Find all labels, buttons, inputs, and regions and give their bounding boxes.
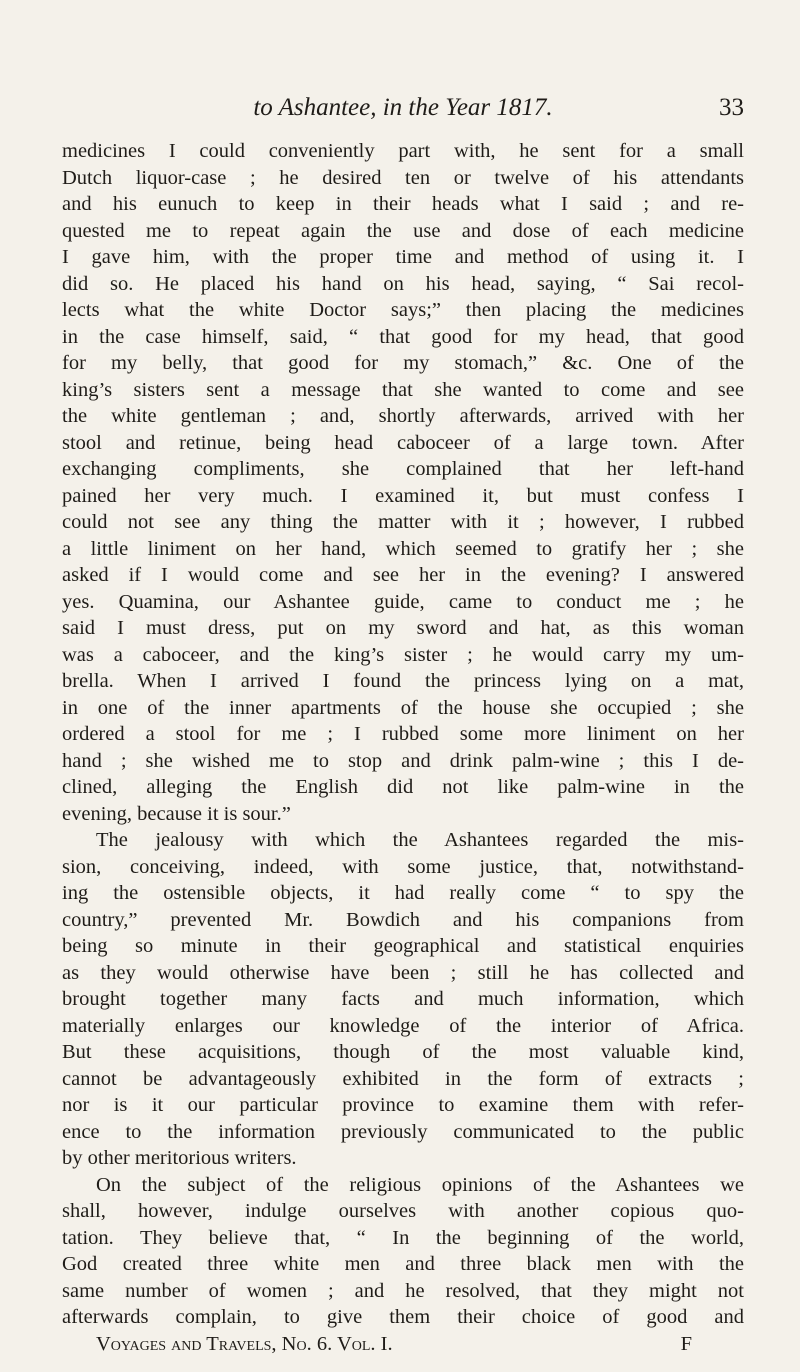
paragraph-end-line: evening, because it is sour.”: [62, 802, 291, 825]
paragraph-start-line: On the subject of the religious opinions of the Ashantees we: [96, 1173, 744, 1196]
text-line: Dutch liquor-case ; he desired ten or twelve of his attendants: [62, 166, 744, 189]
text-line: same number of women ; and he resolved, that they might not: [62, 1279, 744, 1302]
text-line: king’s sisters sent a message that she wanted to come and see: [62, 378, 744, 401]
text-line: yes. Quamina, our Ashantee guide, came to conduct me ; he: [62, 590, 744, 613]
text-line: ence to the information previously communicated to the public: [62, 1120, 744, 1143]
text-line: nor is it our particular province to examine them with refer-: [62, 1094, 744, 1116]
text-line: I gave him, with the proper time and method of using it. I: [62, 246, 744, 268]
text-line: But these acquisitions, though of the most valuable kind,: [62, 1041, 744, 1063]
text-line: hand ; she wished me to stop and drink palm-wine ; this I de-: [62, 749, 744, 772]
text-line: clined, alleging the English did not like palm-wine in the: [62, 776, 744, 798]
text-line: shall, however, indulge ourselves with another copious quo-: [62, 1200, 744, 1222]
body-text: [62, 138, 744, 1357]
running-head: [62, 88, 744, 128]
text-line: asked if I would come and see her in the evening? I answered: [62, 564, 744, 586]
text-line: ing the ostensible objects, it had really come “ to spy the: [62, 882, 744, 904]
text-line: God created three white men and three black men with the: [62, 1253, 744, 1275]
text-line: lects what the white Doctor says;” then placing the medicines: [62, 299, 744, 321]
paragraph-start-line: The jealousy with which the Ashantees regarded the mis-: [96, 829, 744, 851]
running-head-title: to Ashantee, in the Year 1817.: [253, 94, 553, 121]
text-line: being so minute in their geographical and statistical enquiries: [62, 935, 744, 957]
text-line: cannot be advantageously exhibited in the form of extracts ;: [62, 1067, 744, 1090]
text-line: brella. When I arrived I found the princess lying on a mat,: [62, 670, 744, 692]
paragraph-end-line: by other meritorious writers.: [62, 1147, 297, 1169]
text-line: could not see any thing the matter with it ; however, I rubbed: [62, 511, 744, 533]
text-line: quested me to repeat again the use and dose of each medicine: [62, 219, 744, 242]
text-line: as they would otherwise have been ; still he has collected and: [62, 961, 744, 984]
text-line: for my belly, that good for my stomach,” &c. One of the: [62, 352, 744, 374]
text-line: a little liniment on her hand, which seemed to gratify her ; she: [62, 537, 744, 560]
text-line: did so. He placed his hand on his head, saying, “ Sai recol-: [62, 272, 744, 295]
text-line: said I must dress, put on my sword and hat, as this woman: [62, 617, 744, 639]
text-line: in one of the inner apartments of the house she occupied ; she: [62, 696, 744, 719]
text-line: medicines I could conveniently part with, he sent for a small: [62, 140, 744, 162]
text-line: pained her very much. I examined it, but must confess I: [62, 484, 744, 507]
text-line: stool and retinue, being head caboceer of a large town. After: [62, 431, 744, 454]
text-line: tation. They believe that, “ In the beginning of the world,: [62, 1226, 744, 1249]
text-line: sion, conceiving, indeed, with some justice, that, notwithstand-: [62, 855, 744, 878]
signature-mark: F: [680, 1332, 692, 1355]
text-line: ordered a stool for me ; I rubbed some more liniment on her: [62, 723, 744, 745]
text-line: country,” prevented Mr. Bowdich and his companions from: [62, 908, 744, 931]
text-line: was a caboceer, and the king’s sister ; he would carry my um-: [62, 643, 744, 666]
page-number: 33: [719, 94, 744, 121]
text-line: afterwards complain, to give them their choice of good and: [62, 1306, 744, 1328]
text-line: and his eunuch to keep in their heads what I said ; and re-: [62, 193, 744, 215]
text-line: materially enlarges our knowledge of the interior of Africa.: [62, 1014, 744, 1037]
text-line: in the case himself, said, “ that good for my head, that good: [62, 325, 744, 348]
text-line: exchanging compliments, she complained that her left-hand: [62, 458, 744, 480]
text-line: brought together many facts and much information, which: [62, 988, 744, 1010]
text-line: the white gentleman ; and, shortly afterwards, arrived with her: [62, 405, 744, 427]
page-footer: [62, 1331, 744, 1358]
series-line: Voyages and Travels, No. 6. Vol. I.: [96, 1332, 393, 1355]
